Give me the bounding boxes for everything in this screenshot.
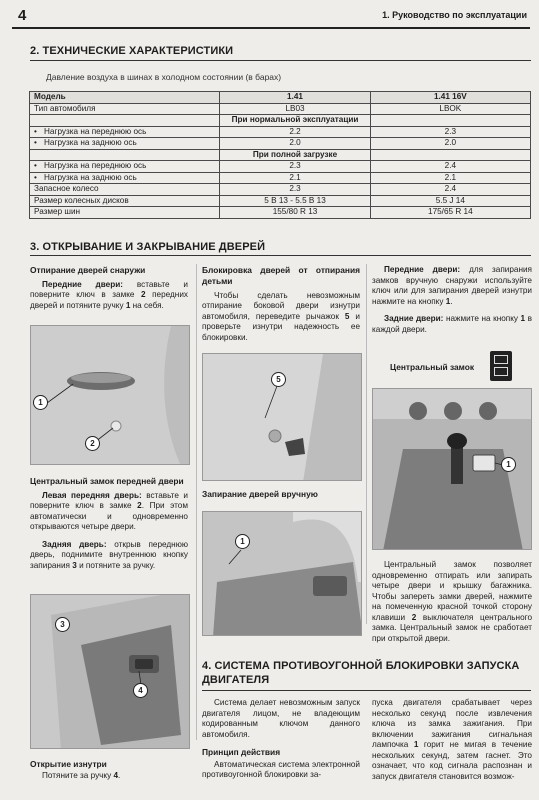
table-row (30, 126, 531, 138)
manual-lock-illustration (202, 511, 362, 636)
section4-right (372, 698, 532, 782)
row-label: Размер шин (30, 207, 220, 219)
rear-door-para: Задняя дверь: открыв переднюю дверь, поднимите внутреннюю кнопку запирания 3 и потяните за ручку. (30, 539, 188, 570)
row-value: 2.0 (220, 138, 370, 150)
row-value: 2.1 (220, 172, 370, 184)
table-row (30, 103, 531, 115)
rear-lock-para: Задние двери: нажмите на кнопку 1 в каждой двери. (372, 314, 532, 334)
heading-inside: Открытие изнутри (30, 759, 107, 769)
callout-2: 2 (85, 436, 100, 451)
row-label: • Нагрузка на заднюю ось (30, 138, 220, 150)
row-value: LBOK (370, 103, 530, 115)
row-value: 2.0 (370, 138, 530, 150)
child-lock-para: Чтобы сделать невозможным отпирание боковой двери изнутри автомобиля, переведите рычажок 5 и проверьте изнутри надежность ее блокировки. (202, 290, 360, 342)
row-value: 5 B 13 - 5.5 B 13 (220, 195, 370, 207)
header-rule (12, 27, 530, 29)
row-value: 2.4 (370, 161, 530, 173)
callout-4: 4 (133, 683, 148, 698)
row-value: 175/65 R 14 (370, 207, 530, 219)
row-label: • Нагрузка на заднюю ось (30, 172, 220, 184)
table-row (30, 172, 531, 184)
col1-top (30, 265, 188, 318)
row-value: 2.4 (370, 184, 530, 196)
col3-top (372, 265, 532, 342)
col2-middle (202, 489, 360, 504)
central-lock-switch-icon (490, 351, 512, 381)
section-2-title: 2. ТЕХНИЧЕСКИЕ ХАРАКТЕРИСТИКИ (30, 45, 234, 57)
row-value: 2.3 (370, 126, 530, 138)
table-row (30, 195, 531, 207)
door-handle-image (31, 326, 190, 465)
section-3-title: 3. ОТКРЫВАНИЕ И ЗАКРЫВАНИЕ ДВЕРЕЙ (30, 241, 266, 253)
immobilizer-cont-para: пуска двигателя срабатывает через несколько секунд после извлечения ключа из замка зажигания. При включении зажигания сигнальная лампочка 1 горит не мигая в течение нескольких секунд, затем гаснет. Это означает, что код сигнала распознан и запуск двигателя становится возмож- (372, 698, 533, 781)
row-value: 2.3 (220, 184, 370, 196)
section4-left (202, 698, 360, 781)
col-model-a: 1.41 (220, 92, 370, 104)
front-lock-para: Передние двери: для запирания замков вручную снаружи используйте ключ или для запирания дверей изнутри нажмите на кнопку 1. (372, 265, 532, 306)
col1-middle (30, 476, 188, 578)
column-divider (196, 264, 197, 740)
page-number: 4 (18, 7, 27, 24)
callout-3: 3 (55, 617, 70, 632)
row-label: Размер колесных дисков (30, 195, 220, 207)
col-model-b: 1.41 16V (370, 92, 530, 104)
section-3-underline (30, 255, 531, 256)
inside-para: Потяните за ручку 4. (42, 770, 121, 780)
row-value: 2.2 (220, 126, 370, 138)
row-label: • Нагрузка на переднюю ось (30, 161, 220, 173)
callout-1-console: 1 (501, 457, 516, 472)
table-row (30, 161, 531, 173)
section-4-underline (202, 690, 531, 691)
row-value: 2.3 (220, 161, 370, 173)
central-lock-para: Центральный замок позволяет одновременно отпирать или запирать четыре двери и крышку багажника. Чтобы запереть замки дверей, нажмите на помеченную красной точкой сторону клавиши 2 выключателя центрального замка. Центральный замок не сработает при открытой двери. (372, 560, 532, 643)
heading-principle: Принцип действия (202, 747, 281, 757)
callout-5: 5 (271, 372, 286, 387)
col2-top (202, 265, 360, 350)
col1-bottom (30, 759, 188, 781)
heading-outside: Отпирание дверей снаружи (30, 265, 146, 275)
table-row (30, 184, 531, 196)
table-header-row (30, 92, 531, 104)
subheader-label: При полной загрузке (220, 149, 370, 161)
section-4-title: 4. СИСТЕМА ПРОТИВОУГОННОЙ БЛОКИРОВКИ ЗАПУСКА ДВИГАТЕЛЯ (202, 660, 520, 686)
table-row (30, 138, 531, 150)
immobilizer-intro-para: Система делает невозможным запуск двигателя лицом, не владеющим кодированным ключом данного автомобиля. (202, 698, 360, 739)
col3-bottom (372, 560, 532, 651)
tire-pressure-note: Давление воздуха в шинах в холодном состоянии (в барах) (46, 72, 282, 82)
row-value: LB03 (220, 103, 370, 115)
center-console-illustration (372, 388, 532, 550)
subheader-label: При нормальной эксплуатации (220, 115, 370, 127)
door-handle-illustration (30, 325, 190, 465)
heading-manual-lock: Запирание дверей вручную (202, 489, 318, 499)
heading-central-front: Центральный замок передней двери (30, 476, 184, 486)
row-value: 2.1 (370, 172, 530, 184)
col-model: Модель (30, 92, 220, 104)
left-front-para: Левая передняя дверь: вставьте и поверните ключ в замке 2. При этом автоматически и одновременно открываются четыре двери. (30, 490, 189, 532)
row-value: 5.5 J 14 (370, 195, 530, 207)
heading-central-lock: Центральный замок (390, 362, 475, 372)
front-doors-para: Передние двери: вставьте и поверните ключ в замке 2 передних дверей и потяните ручку 1 на себя. (30, 279, 188, 310)
row-value: 155/80 R 13 (220, 207, 370, 219)
table-subheader (30, 115, 531, 127)
heading-child-lock: Блокировка дверей от отпирания детьми (202, 265, 360, 286)
principle-para: Автоматическая система электронной противоугонной блокировки за- (202, 759, 360, 780)
door-interior-illustration (30, 594, 190, 749)
callout-1-manual: 1 (235, 534, 250, 549)
row-label: Тип автомобиля (30, 103, 220, 115)
door-interior-image (31, 595, 190, 749)
section-2-underline (30, 60, 531, 61)
table-row (30, 207, 531, 219)
row-label: • Нагрузка на переднюю ось (30, 126, 220, 138)
row-label: Запасное колесо (30, 184, 220, 196)
column-divider (366, 264, 367, 624)
running-title: 1. Руководство по эксплуатации (382, 10, 527, 20)
child-lock-illustration (202, 353, 362, 481)
spec-table (29, 91, 531, 219)
callout-1: 1 (33, 395, 48, 410)
manual-lock-image (203, 512, 362, 636)
table-subheader (30, 149, 531, 161)
